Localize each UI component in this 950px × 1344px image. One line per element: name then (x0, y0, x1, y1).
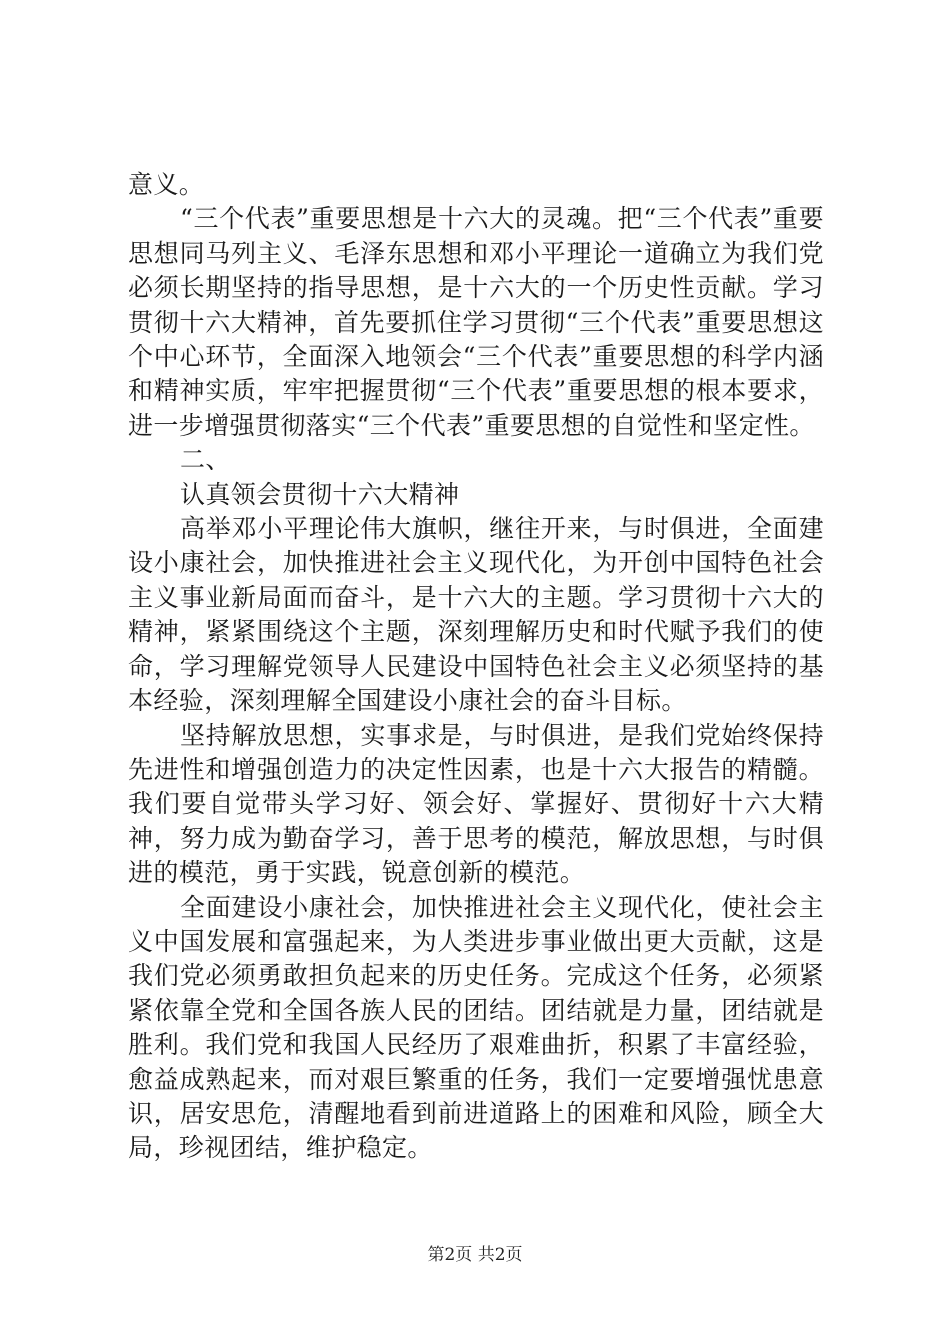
page-number-footer: 第2页 共2页 (427, 1245, 523, 1265)
paragraph-emancipation: 坚持解放思想，实事求是，与时俱进，是我们党始终保持先进性和增强创造力的决定性因素，也是十六大报告的精髓。我们要自觉带头学习好、领会好、掌握好、贯彻好十六大精神，努力成为勤奋学习，善于思考的模范，解放思想，与时俱进的模范，勇于实践，锐意创新的模范。 (128, 720, 824, 888)
section-number: 二、 (180, 445, 231, 475)
paragraph-continuation: 意义。 (128, 170, 205, 199)
paragraph-moderately-prosperous: 全面建设小康社会，加快推进社会主义现代化，使社会主义中国发展和富强起来，为人类进步事业做出更大贡献，这是我们党必须勇敢担负起来的历史任务。完成这个任务，必须紧紧依靠全党和全国各族人民的团结。团结就是力量，团结就是胜利。我们党和我国人民经历了艰难曲折，积累了丰富经验，愈益成熟起来，而对艰巨繁重的任务，我们一定要增强忧患意识，居安思危，清醒地看到前进道路上的困难和风险，顾全大局，珍视团结，维护稳定。 (128, 892, 824, 1163)
document-body (128, 168, 824, 1166)
paragraph-three-represents: “三个代表”重要思想是十六大的灵魂。把“三个代表”重要思想同马列主义、毛泽东思想和邓小平理论一道确立为我们党必须长期坚持的指导思想，是十六大的一个历史性贡献。学习贯彻十六大精神，首先要抓住学习贯彻“三个代表”重要思想这个中心环节，全面深入地领会“三个代表”重要思想的科学内涵和精神实质，牢牢把握贯彻“三个代表”重要思想的根本要求，进一步增强贯彻落实“三个代表”重要思想的自觉性和坚定性。 (128, 204, 824, 440)
paragraph-theme: 高举邓小平理论伟大旗帜，继往开来，与时俱进，全面建设小康社会，加快推进社会主义现代化，为开创中国特色社会主义事业新局面而奋斗，是十六大的主题。学习贯彻十六大的精神，紧紧围绕这个主题，深刻理解历史和时代赋予我们的使命，学习理解党领导人民建设中国特色社会主义必须坚持的基本经验，深刻理解全国建设小康社会的奋斗目标。 (128, 514, 824, 716)
section-heading: 认真领会贯彻十六大精神 (180, 479, 460, 509)
